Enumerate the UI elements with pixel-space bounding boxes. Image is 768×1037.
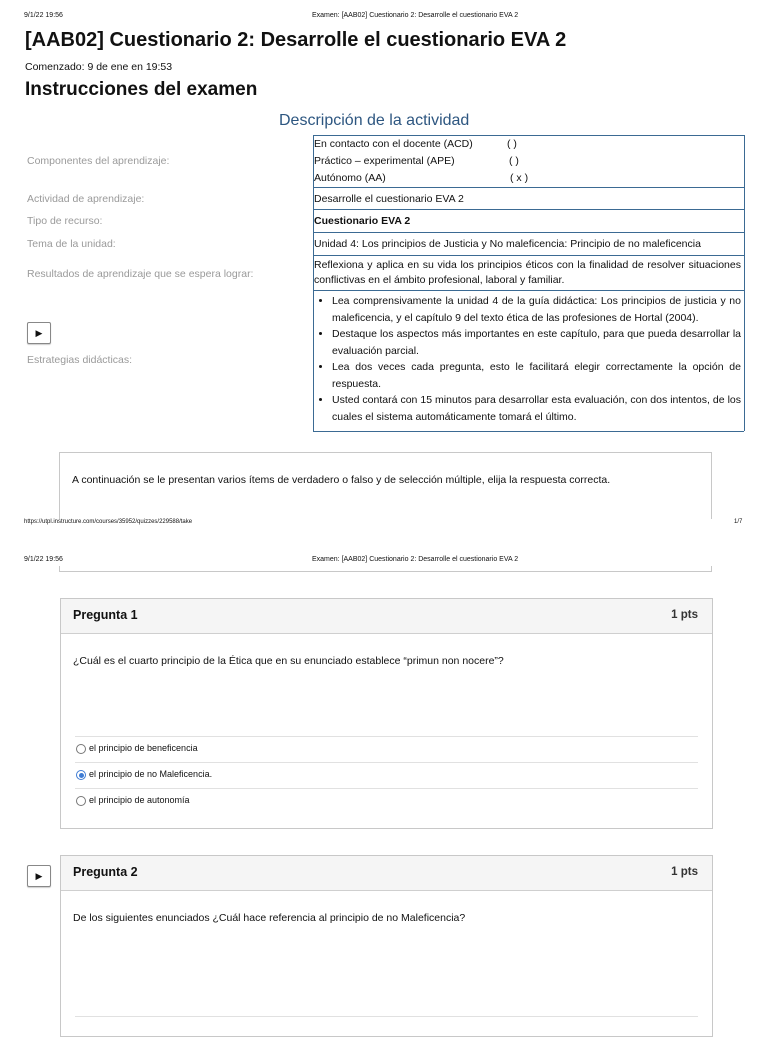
- answer-option[interactable]: [75, 788, 698, 815]
- play-button[interactable]: [27, 322, 51, 344]
- resource-type-value: Cuestionario EVA 2: [314, 215, 411, 227]
- answer-divider: [75, 1016, 698, 1017]
- component-aa: Autónomo (AA): [314, 172, 386, 184]
- question-text: De los siguientes enunciados ¿Cuál hace referencia al principio de no Maleficencia?: [73, 912, 466, 924]
- radio-button[interactable]: [76, 744, 86, 754]
- list-item: • Destaque los aspectos más importantes en este capítulo, para que pueda desarrollar la evaluación parcial.: [332, 326, 741, 359]
- component-ape-mark: ( ): [509, 155, 519, 167]
- unit-topic-label: Tema de la unidad:: [27, 238, 116, 250]
- started-timestamp: Comenzado: 9 de ene en 19:53: [25, 61, 173, 73]
- play-button[interactable]: [27, 865, 51, 887]
- component-ape: Práctico – experimental (APE): [314, 155, 455, 167]
- page-footer-number: 1/7: [734, 519, 743, 525]
- radio-button[interactable]: [76, 796, 86, 806]
- question-points: 1 pts: [671, 609, 698, 621]
- activity-label: Actividad de aprendizaje:: [27, 193, 145, 205]
- activity-value: Desarrolle el cuestionario EVA 2: [314, 193, 464, 205]
- learning-results-label: Resultados de aprendizaje que se espera lograr:: [27, 268, 254, 280]
- intro-box-continued: [59, 566, 712, 572]
- play-icon: ▶: [35, 870, 43, 881]
- answer-label: el principio de no Maleficencia.: [89, 769, 213, 779]
- question-points: 1 pts: [671, 866, 698, 878]
- exam-title: [AAB02] Cuestionario 2: Desarrolle el cuestionario EVA 2: [25, 29, 567, 51]
- play-icon: ▶: [35, 327, 43, 338]
- answer-label: el principio de beneficencia: [89, 743, 198, 753]
- description-heading: Descripción de la actividad: [279, 112, 470, 129]
- page-header-title: Examen: [AAB02] Cuestionario 2: Desarrolle el cuestionario EVA 2: [312, 12, 519, 19]
- answer-label: el principio de autonomía: [89, 795, 190, 805]
- question-header: [61, 599, 712, 634]
- radio-button-selected[interactable]: [76, 770, 86, 780]
- instructions-heading: Instrucciones del examen: [25, 79, 258, 100]
- components-label: Componentes del aprendizaje:: [27, 155, 170, 167]
- strategies-list: [316, 293, 741, 425]
- question-card-1: [60, 598, 713, 829]
- question-header: [61, 856, 712, 891]
- intro-text: A continuación se le presentan varios ítems de verdadero o falso y de selección múltiple, elija la respuesta correcta.: [72, 474, 611, 486]
- resource-type-label: Tipo de recurso:: [27, 215, 103, 227]
- strategies-list-wrap: [316, 293, 741, 425]
- unit-topic-value: Unidad 4: Los principios de Justicia y No maleficencia: Principio de no maleficencia: [314, 238, 701, 250]
- answer-option[interactable]: [75, 762, 698, 789]
- page-header-title: Examen: [AAB02] Cuestionario 2: Desarrolle el cuestionario EVA 2: [312, 556, 519, 563]
- strategies-label: Estrategias didácticas:: [27, 354, 133, 366]
- intro-box: [59, 452, 712, 519]
- list-item: • Usted contará con 15 minutos para desarrollar esta evaluación, con dos intentos, de los cuales el sistema automáticamente tomará el último.: [332, 392, 741, 425]
- answer-option[interactable]: [75, 736, 698, 763]
- page-footer-url: https://utpl.instructure.com/courses/35952/quizzes/229588/take: [24, 519, 193, 525]
- question-card-2: [60, 855, 713, 1037]
- question-text: ¿Cuál es el cuarto principio de la Ética que en su enunciado establece “primun non nocere”?: [73, 655, 504, 667]
- component-acd: En contacto con el docente (ACD): [314, 138, 473, 150]
- page-header-date: 9/1/22 19:56: [24, 12, 63, 19]
- learning-results-value: Reflexiona y aplica en su vida los principios éticos con la finalidad de resolver situaciones conflictivas en el ámbito profesional, laboral y familiar.: [314, 259, 741, 286]
- component-aa-mark: ( x ): [510, 172, 529, 184]
- list-item: • Lea comprensivamente la unidad 4 de la guía didáctica: Los principios de justicia y no maleficencia, y el capítulo 9 del texto ética de las profesiones de Hortal (2004).: [332, 293, 741, 326]
- page-header-date: 9/1/22 19:56: [24, 556, 63, 563]
- question-title: Pregunta 2: [73, 865, 138, 879]
- component-acd-mark: ( ): [507, 138, 517, 150]
- question-title: Pregunta 1: [73, 608, 138, 622]
- list-item: • Lea dos veces cada pregunta, esto le facilitará elegir correctamente la opción de respuesta.: [332, 359, 741, 392]
